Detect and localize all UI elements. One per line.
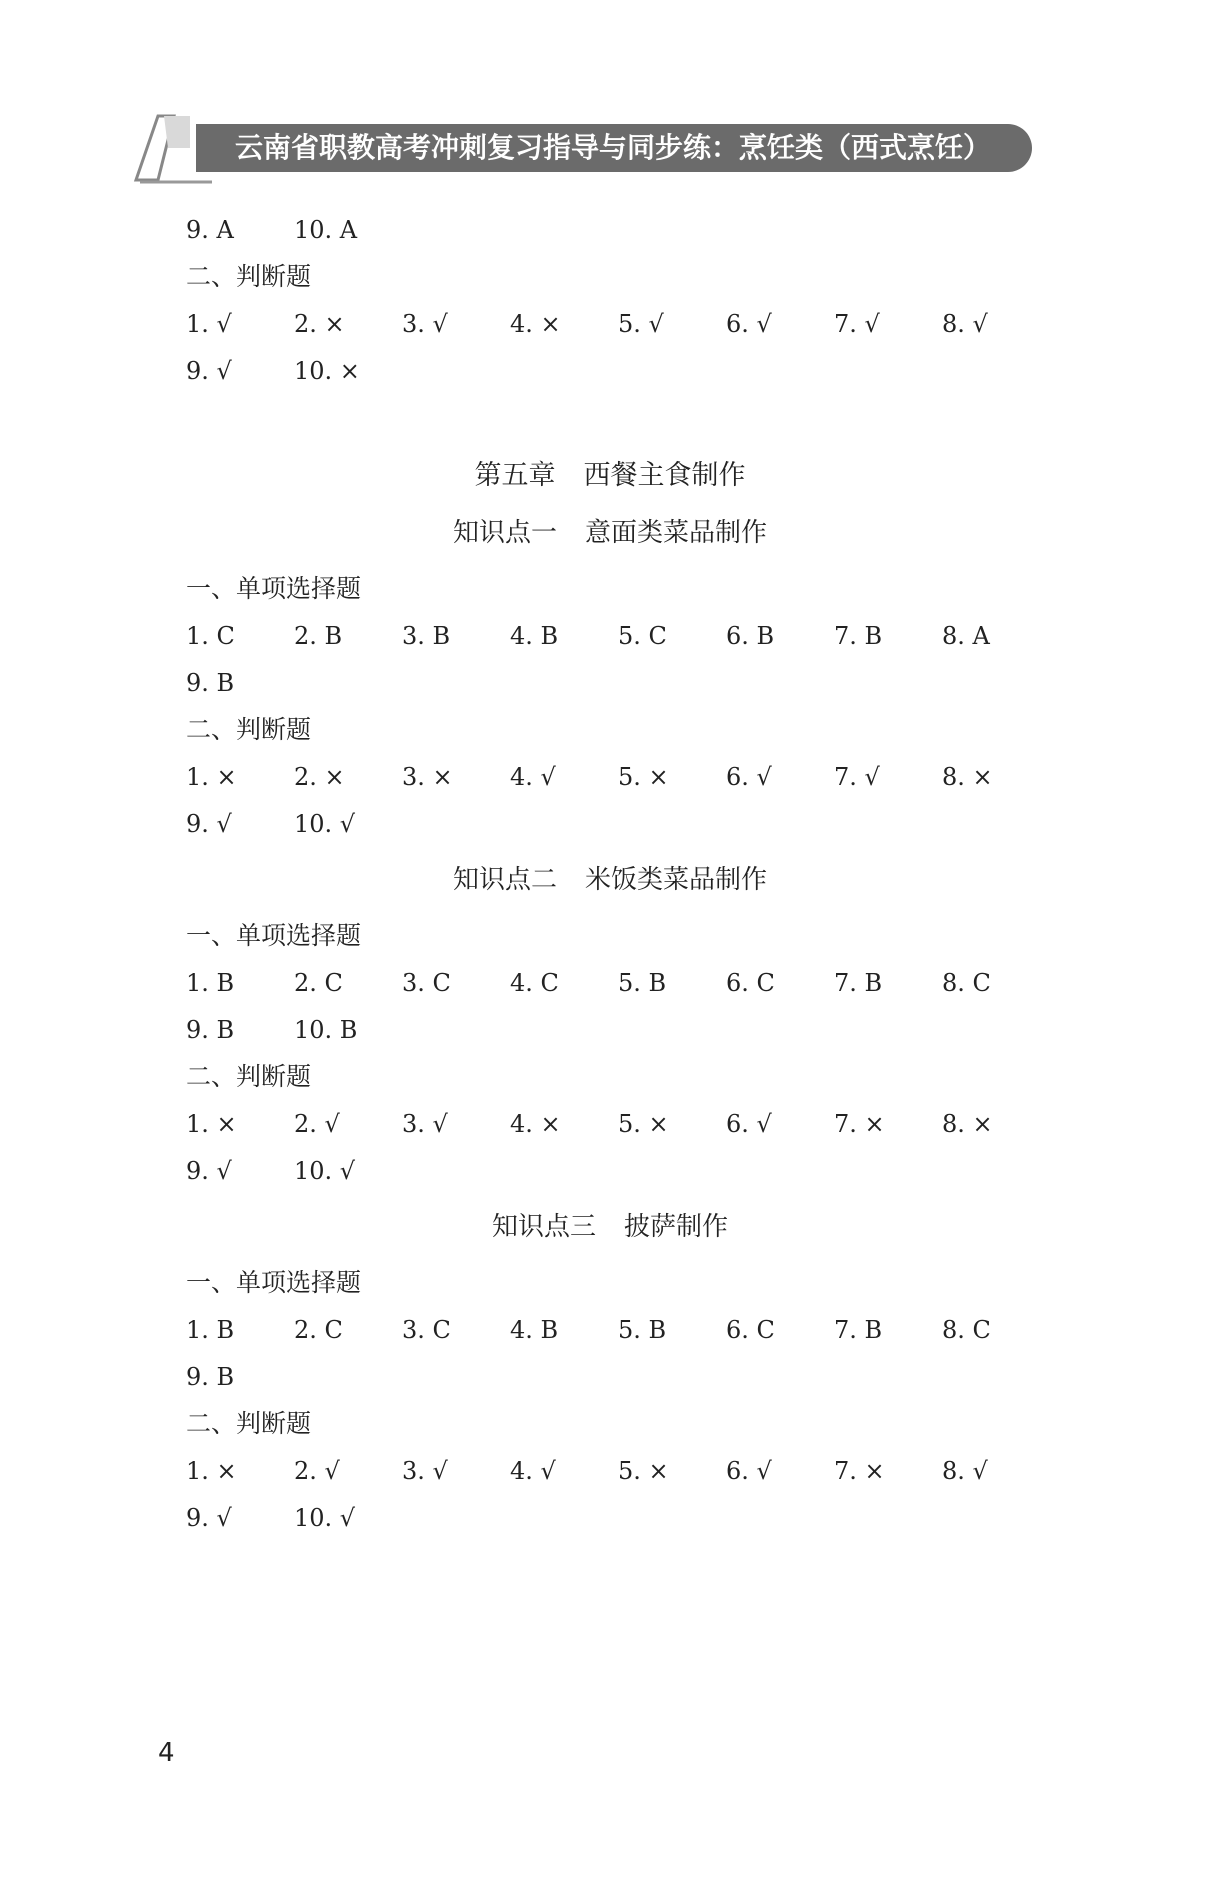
- answer-item: 8. C: [942, 1316, 991, 1344]
- answer-item: 2. √: [294, 1110, 340, 1138]
- answer-row: [186, 1453, 1050, 1489]
- answer-item: 5. ×: [618, 1110, 669, 1138]
- answer-item: 3. √: [402, 1457, 448, 1485]
- answer-item: 7. B: [834, 1316, 883, 1344]
- answer-item: 4. √: [510, 763, 556, 791]
- answer-row: [186, 353, 402, 389]
- answer-item: 7. √: [834, 763, 880, 791]
- section-name: 意面类菜品制作: [585, 518, 768, 548]
- chapter-number: 第五章: [474, 460, 556, 491]
- answer-item: 9. A: [186, 216, 234, 244]
- chapter-title: [0, 456, 1220, 496]
- section-label: 知识点二: [452, 865, 557, 895]
- answer-item: 6. C: [726, 969, 775, 997]
- answer-item: 9. √: [186, 1504, 232, 1532]
- judge-heading: 二、判断题: [186, 262, 312, 291]
- answer-item: 10. A: [294, 216, 358, 244]
- answer-item: 7. √: [834, 310, 880, 338]
- answer-item: 5. √: [618, 310, 664, 338]
- answer-row: [186, 1153, 402, 1189]
- answer-item: 6. √: [726, 1457, 772, 1485]
- answer-row: [186, 1012, 402, 1048]
- answer-item: 3. C: [402, 1316, 451, 1344]
- answer-item: 9. B: [186, 1016, 235, 1044]
- answer-item: 4. C: [510, 969, 559, 997]
- answer-item: 8. ×: [942, 763, 993, 791]
- section-name: 米饭类菜品制作: [585, 865, 768, 895]
- section-label: 知识点三: [491, 1212, 596, 1242]
- answer-item: 4. B: [510, 1316, 559, 1344]
- answer-item: 3. B: [402, 622, 451, 650]
- answer-item: 4. ×: [510, 310, 561, 338]
- judge-heading: 二、判断题: [186, 1062, 312, 1091]
- answer-row: [186, 212, 402, 248]
- answer-item: 1. B: [186, 969, 235, 997]
- answer-item: 9. B: [186, 669, 235, 697]
- section-title: [0, 860, 1220, 900]
- answer-item: 6. B: [726, 622, 775, 650]
- answer-row: [186, 1359, 294, 1395]
- section-name: 披萨制作: [624, 1212, 729, 1242]
- answer-item: 1. √: [186, 310, 232, 338]
- section-title: [0, 1207, 1220, 1247]
- answer-item: 10. √: [294, 1504, 356, 1532]
- header-title: 云南省职教高考冲刺复习指导与同步练：烹饪类（西式烹饪）: [235, 131, 992, 164]
- answer-item: 1. C: [186, 622, 235, 650]
- answer-item: 2. √: [294, 1457, 340, 1485]
- answer-item: 5. ×: [618, 763, 669, 791]
- answer-item: 2. ×: [294, 763, 345, 791]
- answer-item: 8. √: [942, 310, 988, 338]
- answer-item: 4. B: [510, 622, 559, 650]
- answer-item: 5. ×: [618, 1457, 669, 1485]
- choice-heading: 一、单项选择题: [186, 1268, 362, 1297]
- answer-item: 9. √: [186, 357, 232, 385]
- answer-item: 10. √: [294, 810, 356, 838]
- answer-row: [186, 965, 1050, 1001]
- answer-item: 5. C: [618, 622, 667, 650]
- choice-heading: 一、单项选择题: [186, 921, 362, 950]
- answer-row: [186, 1500, 402, 1536]
- answer-item: 1. B: [186, 1316, 235, 1344]
- answer-item: 7. B: [834, 622, 883, 650]
- answer-item: 1. ×: [186, 1110, 237, 1138]
- judge-heading: 二、判断题: [186, 1409, 312, 1438]
- answer-row: [186, 1312, 1050, 1348]
- answer-item: 3. ×: [402, 763, 453, 791]
- answer-row: [186, 1106, 1050, 1142]
- answer-item: 8. A: [942, 622, 990, 650]
- answer-row: [186, 306, 1050, 342]
- answer-item: 7. ×: [834, 1110, 885, 1138]
- judge-heading: 二、判断题: [186, 715, 312, 744]
- answer-item: 9. B: [186, 1363, 235, 1391]
- answer-item: 2. C: [294, 969, 343, 997]
- answer-item: 5. B: [618, 969, 667, 997]
- answer-item: 1. ×: [186, 763, 237, 791]
- answer-item: 3. √: [402, 1110, 448, 1138]
- answer-item: 4. √: [510, 1457, 556, 1485]
- answer-item: 9. √: [186, 810, 232, 838]
- answer-item: 6. C: [726, 1316, 775, 1344]
- answer-item: 10. ×: [294, 357, 360, 385]
- answer-row: [186, 618, 1050, 654]
- section-title: [0, 513, 1220, 553]
- answer-item: 6. √: [726, 763, 772, 791]
- answer-item: 7. B: [834, 969, 883, 997]
- section-label: 知识点一: [452, 518, 557, 548]
- answer-row: [186, 665, 294, 701]
- chapter-name: 西餐主食制作: [583, 460, 746, 491]
- answer-item: 6. √: [726, 1110, 772, 1138]
- answer-item: 2. C: [294, 1316, 343, 1344]
- answer-item: 3. C: [402, 969, 451, 997]
- answer-item: 10. B: [294, 1016, 358, 1044]
- answer-row: [186, 806, 402, 842]
- answer-item: 5. B: [618, 1316, 667, 1344]
- answer-item: 8. ×: [942, 1110, 993, 1138]
- answer-item: 2. B: [294, 622, 343, 650]
- choice-heading: 一、单项选择题: [186, 574, 362, 603]
- answer-item: 10. √: [294, 1157, 356, 1185]
- answer-row: [186, 759, 1050, 795]
- answer-item: 8. √: [942, 1457, 988, 1485]
- answer-item: 3. √: [402, 310, 448, 338]
- answer-item: 1. ×: [186, 1457, 237, 1485]
- answer-item: 8. C: [942, 969, 991, 997]
- answer-item: 4. ×: [510, 1110, 561, 1138]
- answer-item: 2. ×: [294, 310, 345, 338]
- answer-item: 9. √: [186, 1157, 232, 1185]
- answer-item: 6. √: [726, 310, 772, 338]
- page-number: 4: [158, 1738, 175, 1768]
- answer-item: 7. ×: [834, 1457, 885, 1485]
